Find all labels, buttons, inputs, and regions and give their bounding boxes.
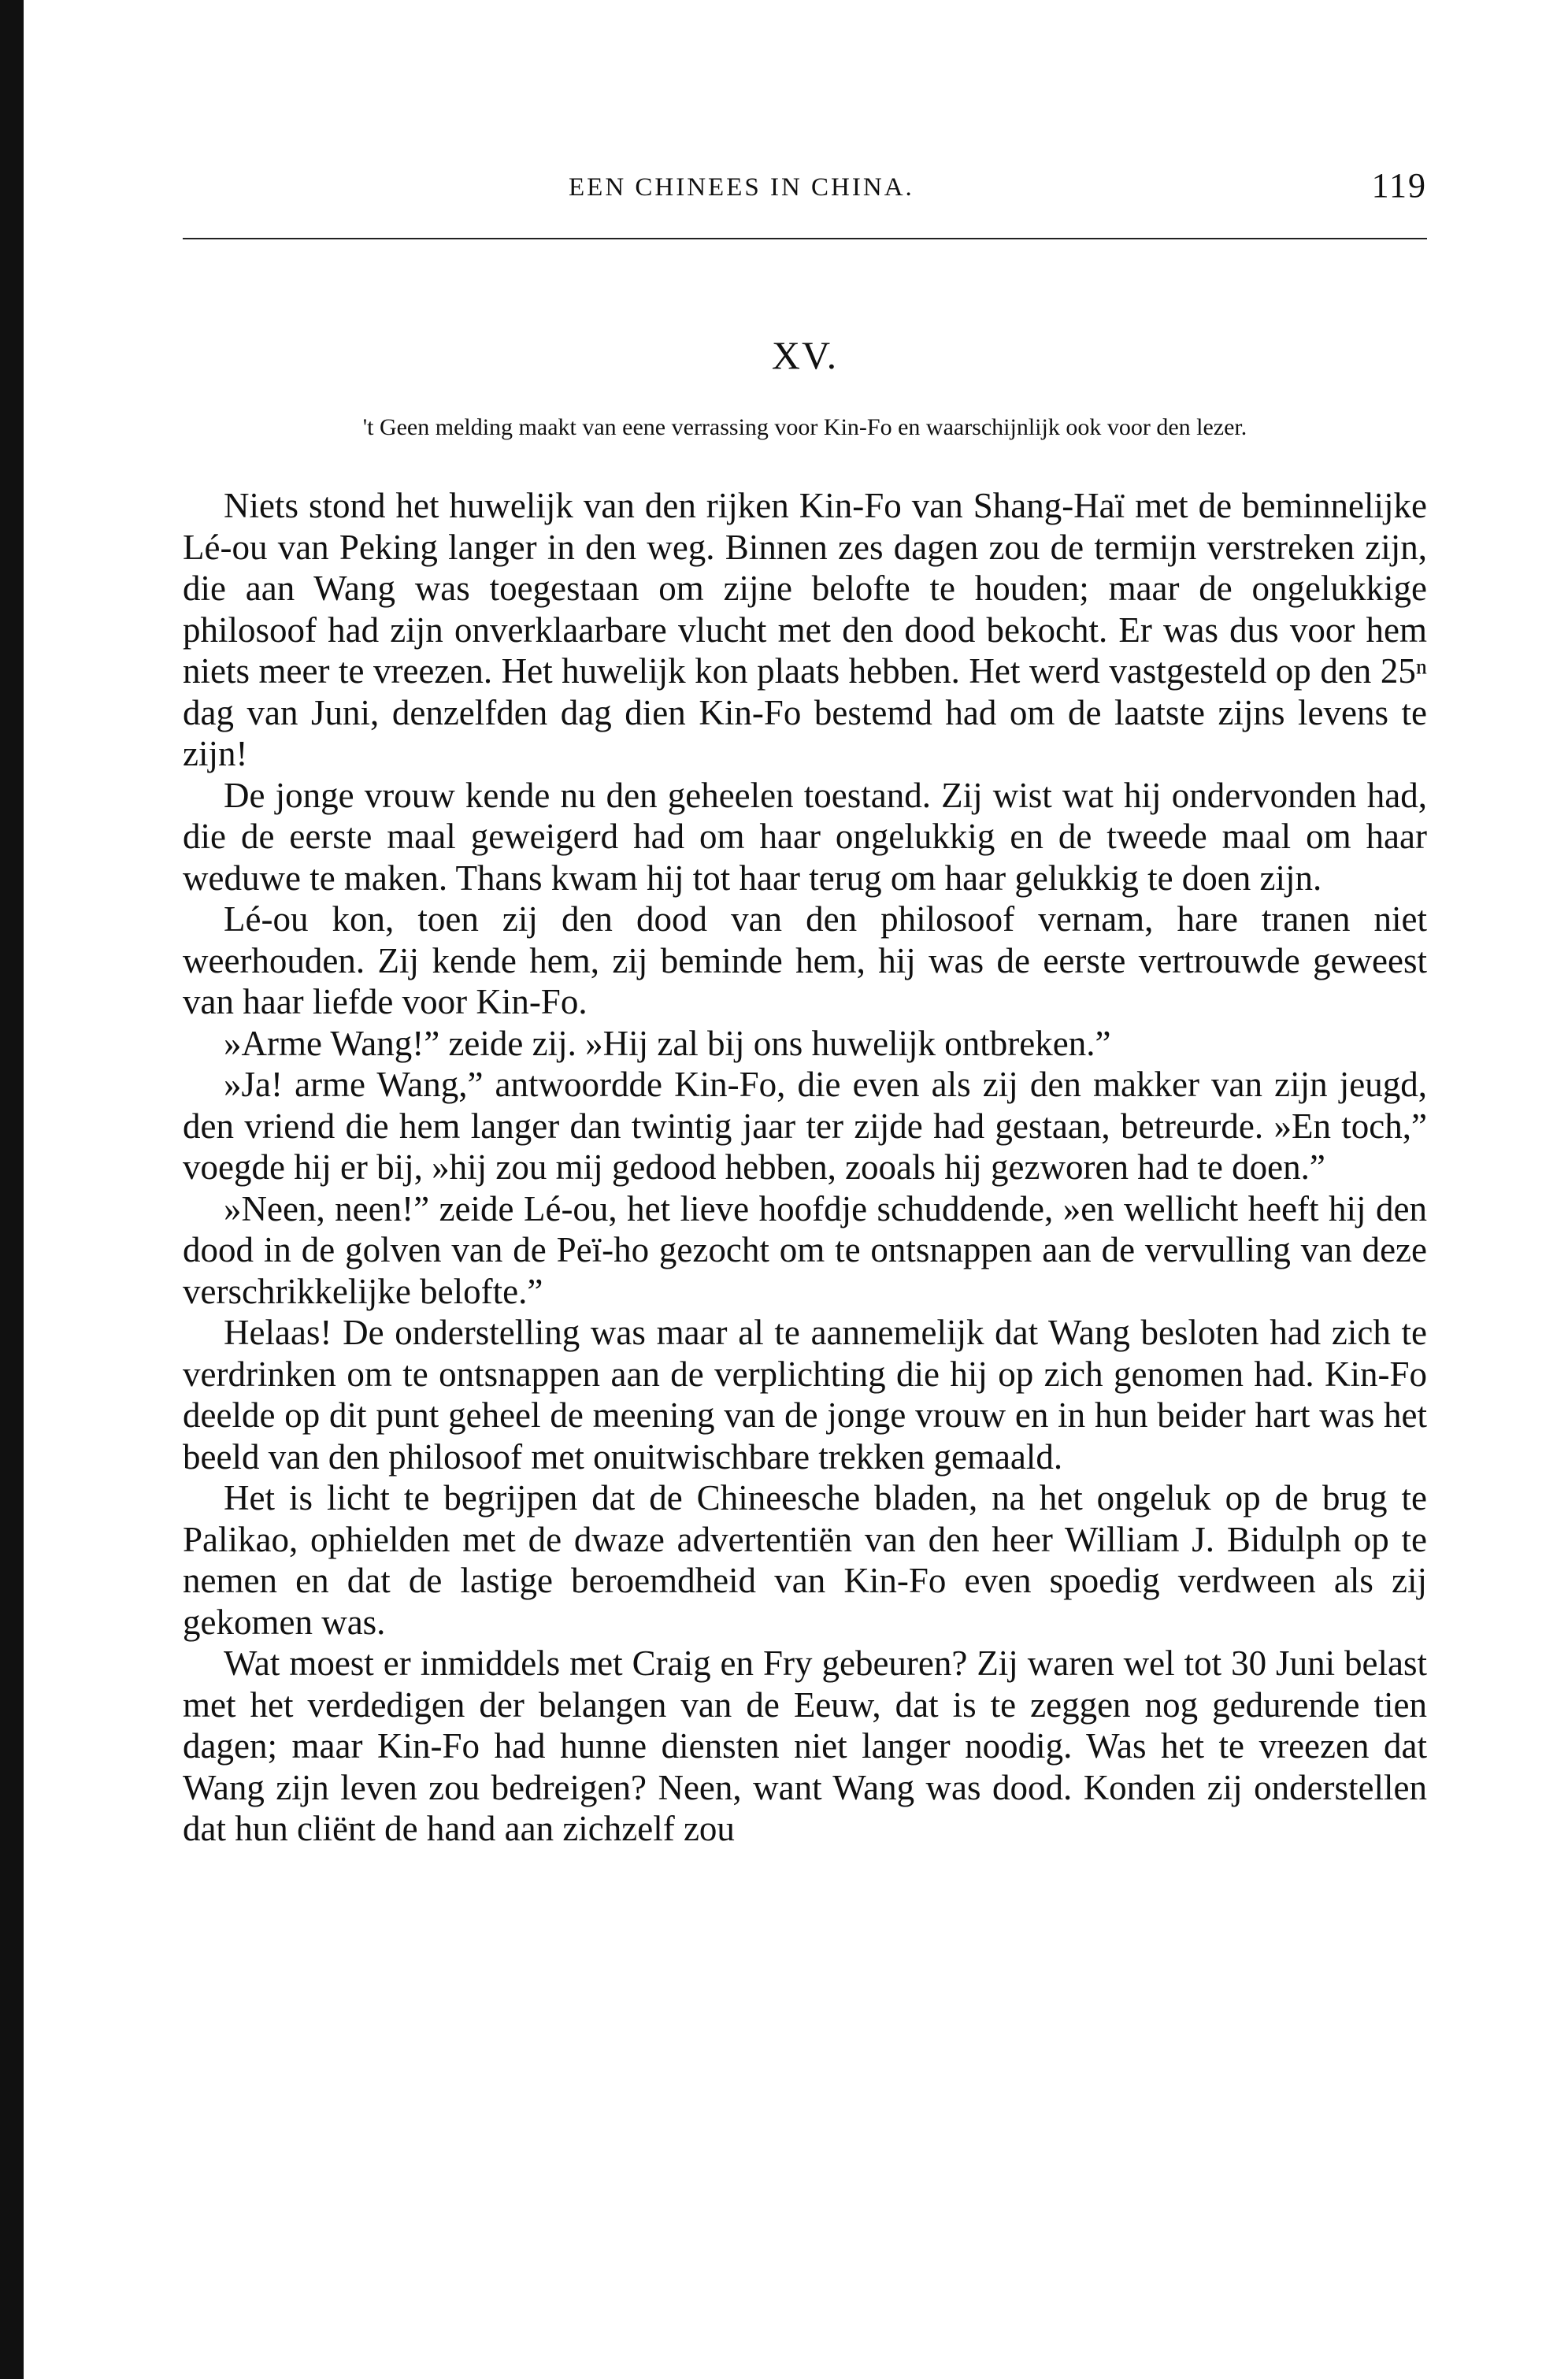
paragraph: Het is licht te begrijpen dat de Chineesche bladen, na het ongeluk op de brug te Palikao, ophielden met de dwaze advertentiën van den heer William J. Bidulph op te nemen en dat de lastige beroemdheid van Kin-Fo even spoedig verdween als zij gekomen was. (183, 1478, 1427, 1642)
running-title: EEN CHINEES IN CHINA. (569, 173, 914, 202)
header-rule (183, 238, 1427, 239)
chapter-number: XV. (771, 333, 839, 377)
paragraph: Helaas! De onderstelling was maar al te aannemelijk dat Wang besloten had zich te verdrinken om te ontsnappen aan de verplichting die hij op zich genomen had. Kin-Fo deelde op dit punt geheel de meening van de jonge vrouw en in hun beider hart was het beeld van den philosoof met onuitwischbare trekken gemaald. (183, 1313, 1427, 1477)
body-text (183, 485, 1427, 1850)
paragraph: De jonge vrouw kende nu den geheelen toestand. Zij wist wat hij ondervonden had, die de eerste maal geweigerd had om haar ongelukkig en de tweede maal om haar weduwe te maken. Thans kwam hij tot haar terug om haar gelukkig te doen zijn. (183, 775, 1427, 898)
paragraph: Wat moest er inmiddels met Craig en Fry gebeuren? Zij waren wel tot 30 Juni belast met het verdedigen der belangen van de Eeuw, dat is te zeggen nog gedurende tien dagen; maar Kin-Fo had hunne diensten niet langer noodig. Was het te vreezen dat Wang zijn leven zou bedreigen? Neen, want Wang was dood. Konden zij onderstellen dat hun cliënt de hand aan zichzelf zou (183, 1643, 1427, 1848)
book-page (183, 150, 1427, 1850)
paragraph: Niets stond het huwelijk van den rijken Kin-Fo van Shang-Haï met de beminnelijke Lé-ou van Peking langer in den weg. Binnen zes dagen zou de termijn verstreken zijn, die aan Wang was toegestaan om zijne belofte te houden; maar de ongelukkige philosoof had zijn onverklaarbare vlucht met den dood bekocht. Er was dus voor hem niets meer te vreezen. Het huwelijk kon plaats hebben. Het werd vastgesteld op den 25ⁿ dag van Juni, denzelfden dag dien Kin-Fo bestemd had om de laatste zijns levens te zijn! (183, 486, 1427, 773)
paragraph: »Arme Wang!” zeide zij. »Hij zal bij ons huwelijk ontbreken.” (224, 1023, 1111, 1063)
paragraph: »Ja! arme Wang,” antwoordde Kin-Fo, die even als zij den makker van zijn jeugd, den vriend die hem langer dan twintig jaar ter zijde had gestaan, betreurde. »En toch,” voegde hij er bij, »hij zou mij gedood hebben, zooals hij gezworen had te doen.” (183, 1065, 1427, 1187)
paragraph: »Neen, neen!” zeide Lé-ou, het lieve hoofdje schuddende, »en wellicht heeft hij den dood in de golven van de Peï-ho gezocht om te ontsnappen aan de vervulling van deze verschrikkelijke belofte.” (183, 1188, 1427, 1311)
page-binding-edge (0, 0, 24, 2379)
page-header (183, 150, 1427, 220)
paragraph: Lé-ou kon, toen zij den dood van den philosoof vernam, hare tranen niet weerhouden. Zij kende hem, zij beminde hem, hij was de eerste vertrouwde geweest van haar liefde voor Kin-Fo. (183, 899, 1427, 1021)
chapter-summary: 't Geen melding maakt van eene verrassing voor Kin-Fo en waarschijnlijk ook voor den lezer. (362, 414, 1247, 440)
page-number: 119 (1371, 166, 1427, 205)
